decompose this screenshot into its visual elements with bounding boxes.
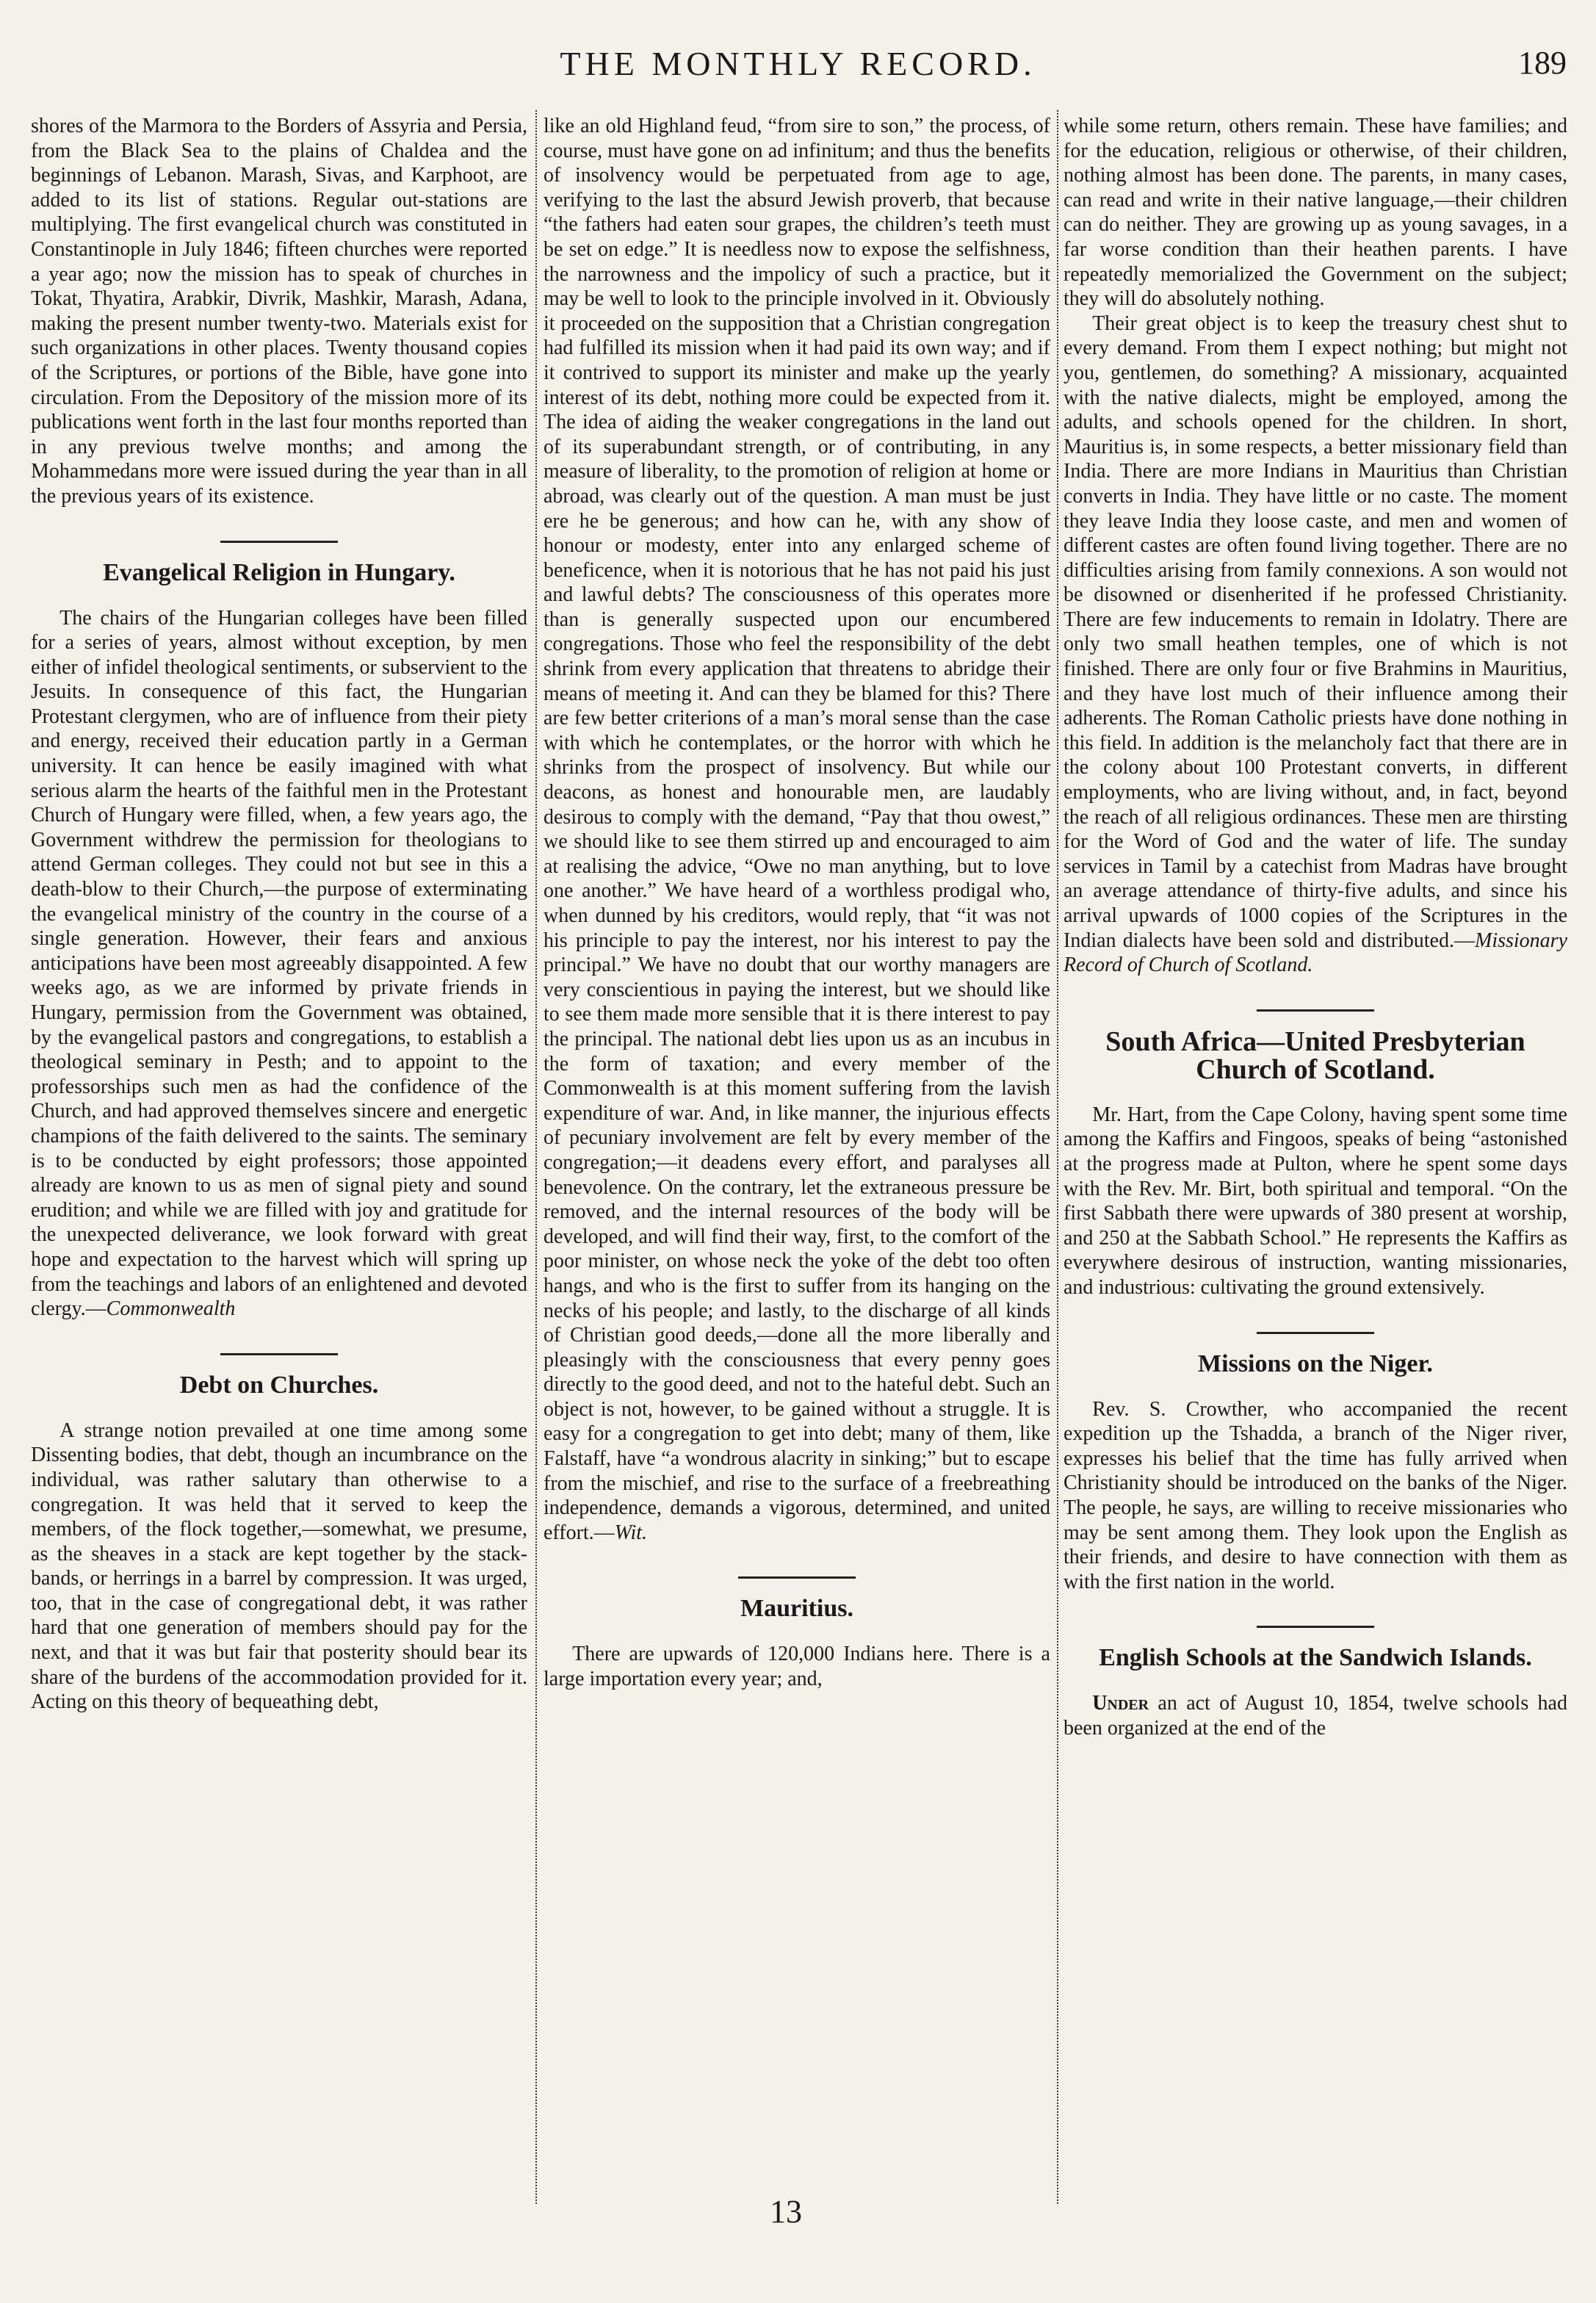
heading-debt-on-churches: Debt on Churches. bbox=[179, 1371, 379, 1399]
hungary-body: The chairs of the Hungarian colleges have been filled for a series of years, almost without exception, by men either of infidel theological sentiments, or subservient to the Jesuits. In consequence of this fact, the Hungarian Protestant clergymen, who are of influence from their piety and energy, received their education partly in a German university. It can hence be easily imagined with what serious alarm the hearts of the faithful men in the Protestant Church of Hungary were filled, when, a few years ago, the Government withdrew the permission for theologians to attend German colleges. They could not but see in this a death-blow to their Church,—the purpose of exterminating the evangelical ministry of the country in the course of a single generation. However, their fears and anxious anticipations have been most agreeably disappointed. A few weeks ago, as we are informed by private friends in Hungary, permission from the Government was obtained, by the evangelical pastors and congregations, to establish a theological seminary in Pesth; and to appoint to the professorships such men as had the confidence of the Church, and had approved themselves sincere and energetic champions of the faith delivered to the saints. The seminary is to be conducted by eight professors; those appointed already are known to us as men of signal piety and sound erudition; and while we are filled with joy and gratitude for the unexpected deliverance, we look forward with great hope and expectation to the harvest which will spring up from the teachings and labors of an enlightened and devoted clergy.— bbox=[31, 606, 527, 1321]
heading-sandwich-islands: English Schools at the Sandwich Islands. bbox=[1099, 1644, 1532, 1672]
column-rule-right bbox=[1057, 110, 1058, 2204]
column-rule-left bbox=[535, 110, 537, 2204]
heading-missions-niger: Missions on the Niger. bbox=[1198, 1349, 1433, 1377]
article-paragraph bbox=[1064, 1691, 1567, 1740]
article-paragraph: while some return, others remain. These have families; and for the education, religious or otherwise, of their children, nothing almost has been done. The parents, in many cases, can read and write in their native language,—their children can do neither. They are growing up as young savages, in a far worse condition than their heathen parents. I have repeatedly memorialized the Government on the subject; they will do absolutely nothing. bbox=[1064, 115, 1567, 311]
lead-word: Under bbox=[1092, 1692, 1149, 1715]
section-divider bbox=[1064, 1321, 1567, 1336]
column-3 bbox=[1064, 114, 1567, 2193]
article-paragraph: There are upwards of 120,000 Indians here. There is a large importation every year; and, bbox=[544, 1643, 1050, 1691]
section-divider bbox=[31, 530, 527, 544]
signature-mark: 13 bbox=[770, 2194, 802, 2230]
section-divider bbox=[31, 1342, 527, 1357]
article-paragraph: A strange notion prevailed at one time among some Dissenting bodies, that debt, though an incumbrance on the individual, was rather salutary than otherwise to a congregation. It was held that it served to keep the members, of the flock together,—somewhat, we presume, as the sheaves in a stack are kept together by the stack-bands, or herrings in a barrel by compression. It was urged, too, that in the case of congregational debt, it was rather hard that one generation of members should pay for the next, and that it was but fair that posterity should bear its share of the burdens of the accommodation provided for it. Acting on this theory of bequeathing debt, bbox=[31, 1419, 527, 1714]
column-1 bbox=[31, 114, 527, 2193]
section-divider bbox=[544, 1565, 1050, 1580]
article-paragraph bbox=[31, 606, 527, 1322]
mauritius-body: Their great object is to keep the treasury chest shut to every demand. From them I expect nothing; but might not you, gentlemen, do something? A missionary, acquainted with the native dialects, might be employed, among the adults, and schools opened for the children. In short, Mauritius is, in some respects, a better missionary field than India. There are more Indians in Mauritius than Christian converts in India. They have little or no caste. The moment they leave India they loose caste, and men and women of different castes are often found living together. There are no difficulties arising from family connexions. A son would not be disowned or disenherited if he professed Christianity. There are few inducements to remain in Idolatry. There are only two small heathen temples, one of which is not finished. There are only four or five Brahmins in Mauritius, and they have lost much of their influence among their adherents. The Roman Catholic priests have done nothing in this field. In addition is the melancholy fact that there are in the colony about 100 Protestant converts, in different employments, who are living without, and, in fact, beyond the reach of all religious ordinances. These men are thirsting for the Word of God and the water of life. The sunday services in Tamil by a catechist from Madras have brought an average attendance of thirty-five adults, and since his arrival upwards of 1000 copies of the Scriptures in the Indian dialects have been sold and distributed.— bbox=[1064, 311, 1567, 952]
running-title: THE MONTHLY RECORD. bbox=[560, 45, 1036, 82]
article-paragraph: Rev. S. Crowther, who accompanied the recent expedition up the Tshadda, a branch of the Niger river, expresses his belief that the time has fully arrived when Christianity should be introduced on the banks of the Niger. The people, he says, are willing to receive missionaries who may be sent among them. They look upon the English as their friends, and desire to have connection with them as with the first nation in the world. bbox=[1064, 1397, 1567, 1593]
source-credit: Missionary Record of Church of Scotland. bbox=[1064, 929, 1567, 977]
article-paragraph bbox=[544, 114, 1050, 1545]
heading-mauritius: Mauritius. bbox=[740, 1595, 853, 1623]
debt-continued: like an old Highland feud, “from sire to son,” the process, of course, must have gone on ad infinitum; and thus the benefits of insolvency would be perpetuated from age to age, verifying to the last the absurd Jewish proverb, that because “the fathers had eaten sour grapes, the children’s teeth must be set on edge.” It is needless now to expose the selfishness, the narrowness and the impolicy of such a practice, but it may be well to look to the principle involved in it. Obviously it proceeded on the supposition that a Christian congregation had fulfilled its mission when it had paid its own way; and if it contrived to support its minister and make up the yearly interest of its debt, nothing more could be expected from it. The idea of aiding the weaker congregations in the land out of its superabundant strength, or of contributing, in any measure of liberality, to the promotion of religion at home or abroad, was clearly out of the question. A man must be just ere he be generous; and how can he, with any show of honour or modesty, enter into any enlarged scheme of beneficence, when it is notorious that he has not paid his just and lawful debts? The consciousness of this operates more than is generally suspected upon our encumbered congregations. Those who feel the responsibility of the debt shrink from every application that threatens to abridge their means of meeting it. And can they be blamed for this? There are few better criterions of a man’s moral sense than the case with which he contemplates, or the horror with which he shrinks from the prospect of insolvency. But while our deacons, as honest and honourable men, are laudably desirous to comply with the demand, “Pay that thou owest,” we should like to see them stirred up and encouraged to aim at realising the advice, “Owe no man anything, but to love one another.” We have heard of a worthless prodigal who, when dunned by his creditors, would reply, that “it was not his principle to pay the interest, nor his interest to pay the principal.” We have no doubt that our worthy managers are very conscientious in paying the interest, but we should like to see them made more sensible that it is there interest to pay the principal. The national debt lies upon us as an incubus in the form of taxation; and every member of the Commonwealth is at this moment suffering from the lavish expenditure of war. And, in like manner, the injurious effects of pecuniary involvement are felt by every member of the congregation;—it deadens every effort, and paralyses all benevolence. On the contrary, let the extraneous pressure be removed, and the internal resources of the body will be developed, and will find their way, first, to the comfort of the poor minister, on whose neck the yoke of the debt too often hangs, and who is the first to suffer from its hanging on the necks of his people; and lastly, to the discharge of all kinds of Christian good deeds,—done all the more liberally and pleasingly with the consciousness that every penny goes directly to the good deed, and not to the hateful debt. Such an object is not, however, to be gained without a struggle. It is easy for a congregation to get into debt; many of them, like Falstaff, have “a wondrous alacrity in sinking;” but to escape from the mischief, and rise to the surface of a freebreathing independence, demands a vigorous, determined, and united effort.— bbox=[544, 115, 1050, 1544]
column-2 bbox=[544, 114, 1050, 2193]
source-credit: Commonwealth bbox=[106, 1297, 236, 1321]
sandwich-body: an act of August 10, 1854, twelve schools had been organized at the end of the bbox=[1064, 1692, 1567, 1740]
heading-south-africa: South Africa—United Presbyterian Church of Scotland. bbox=[1105, 1026, 1525, 1085]
article-paragraph: shores of the Marmora to the Borders of Assyria and Persia, from the Black Sea to the plains of Chaldea and the beginnings of Lebanon. Marash, Sivas, and Karphoot, are added to its list of stations. Regular out-stations are multiplying. The first evangelical church was constituted in Constantinople in July 1846; fifteen churches were reported a year ago; now the mission has to speak of churches in Tokat, Thyatira, Arabkir, Divrik, Mashkir, Marash, Adana, making the present number twenty-two. Materials exist for such organizations in other places. Twenty thousand copies of the Scriptures, or portions of the Bible, have gone into circulation. From the Depository of the mission more of its publications went forth in the last four months reported than in any previous twelve months; and among the Mohammedans more were issued during the year than in all the previous years of its existence. bbox=[31, 115, 527, 508]
section-divider bbox=[1064, 998, 1567, 1013]
heading-evangelical-hungary: Evangelical Religion in Hungary. bbox=[103, 558, 455, 586]
page-header bbox=[29, 44, 1567, 103]
page-number: 189 bbox=[1518, 45, 1567, 81]
section-divider bbox=[1064, 1615, 1567, 1629]
article-paragraph: Mr. Hart, from the Cape Colony, having spent some time among the Kaffirs and Fingoos, speaks of being “astonished at the progress made at Pulton, where he spent some days with the Rev. Mr. Birt, both spiritual and temporal. “On the first Sabbath there were upwards of 380 present at worship, and 250 at the Sabbath School.” He represents the Kaffirs as everywhere desirous of instruction, wanting missionaries, and industrious: cultivating the ground extensively. bbox=[1064, 1103, 1567, 1299]
article-paragraph bbox=[1064, 311, 1567, 978]
source-credit: Wit. bbox=[614, 1521, 648, 1544]
